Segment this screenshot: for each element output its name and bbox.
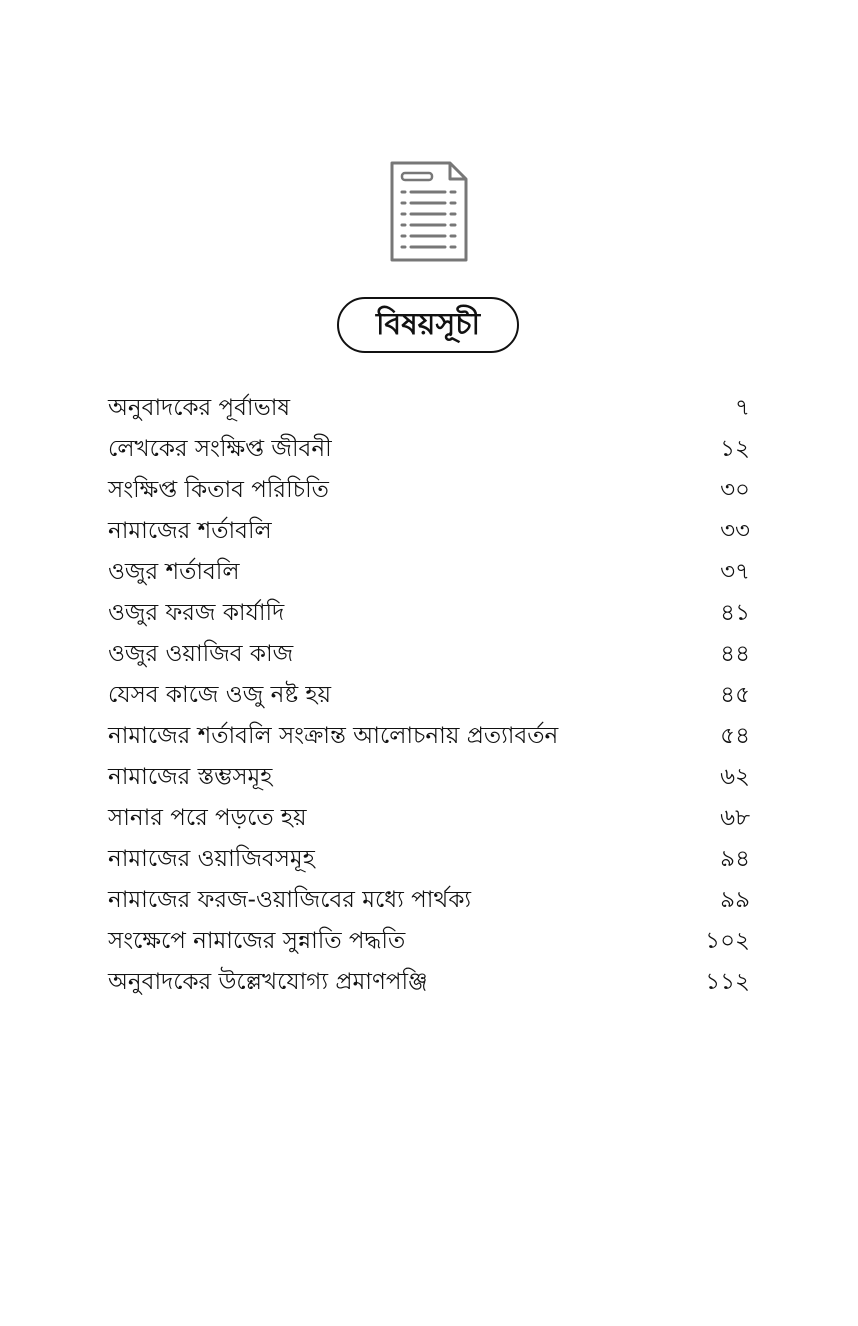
toc-entry-title: ওজুর ওয়াজিব কাজ (108, 641, 294, 667)
toc-entry-title: নামাজের শর্তাবলি সংক্রান্ত আলোচনায় প্রত্যাবর্তন (108, 723, 559, 749)
toc-entry (108, 921, 750, 962)
toc-entry-title: নামাজের ফরজ-ওয়াজিবের মধ্যে পার্থক্য (108, 887, 472, 913)
page-title (337, 297, 519, 353)
toc-entry-page: ১২ (720, 436, 750, 462)
toc-entry-page: ৬২ (720, 764, 750, 790)
toc-entry (108, 593, 750, 634)
toc-entry-page: ৯৪ (720, 846, 750, 872)
table-of-contents (108, 388, 750, 1003)
toc-entry-page: ৩৩ (720, 518, 750, 544)
toc-entry (108, 511, 750, 552)
toc-entry-title: সানার পরে পড়তে হয় (108, 805, 307, 831)
toc-entry-page: ৪৫ (720, 682, 750, 708)
toc-entry (108, 388, 750, 429)
toc-entry-title: লেখকের সংক্ষিপ্ত জীবনী (108, 436, 332, 462)
toc-entry-page: ৬৮ (720, 805, 750, 831)
toc-entry-page: ১০২ (705, 928, 750, 954)
toc-entry (108, 429, 750, 470)
toc-entry-title: সংক্ষিপ্ত কিতাব পরিচিতি (108, 477, 329, 503)
toc-entry-title: অনুবাদকের পূর্বাভাষ (108, 395, 291, 421)
toc-entry-page: ৯৯ (720, 887, 750, 913)
toc-entry (108, 470, 750, 511)
document-icon (388, 160, 470, 264)
toc-entry-page: ৭ (735, 395, 750, 421)
toc-entry (108, 675, 750, 716)
toc-entry-title: ওজুর ফরজ কার্যাদি (108, 600, 285, 626)
toc-entry-title: সংক্ষেপে নামাজের সুন্নাতি পদ্ধতি (108, 928, 406, 954)
toc-entry-page: ৩০ (720, 477, 750, 503)
toc-entry (108, 716, 750, 757)
toc-entry-page: ৪১ (720, 600, 750, 626)
toc-entry (108, 634, 750, 675)
toc-entry (108, 880, 750, 921)
toc-entry-title: যেসব কাজে ওজু নষ্ট হয় (108, 682, 332, 708)
toc-entry-title: নামাজের শর্তাবলি (108, 518, 272, 544)
toc-entry (108, 839, 750, 880)
toc-entry-page: ৪৪ (720, 641, 750, 667)
toc-entry-page: ৫৪ (720, 723, 750, 749)
toc-entry-page: ১১২ (705, 969, 750, 995)
toc-entry-title: নামাজের স্তম্ভসমূহ (108, 764, 273, 790)
toc-entry-title: নামাজের ওয়াজিবসমূহ (108, 846, 315, 872)
toc-entry-page: ৩৭ (720, 559, 750, 585)
toc-entry (108, 798, 750, 839)
toc-entry (108, 552, 750, 593)
toc-entry-title: ওজুর শর্তাবলি (108, 559, 240, 585)
toc-entry (108, 757, 750, 798)
page-title-text: বিষয়সূচী (375, 306, 481, 342)
toc-entry (108, 962, 750, 1003)
toc-entry-title: অনুবাদকের উল্লেখযোগ্য প্রমাণপঞ্জি (108, 969, 428, 995)
